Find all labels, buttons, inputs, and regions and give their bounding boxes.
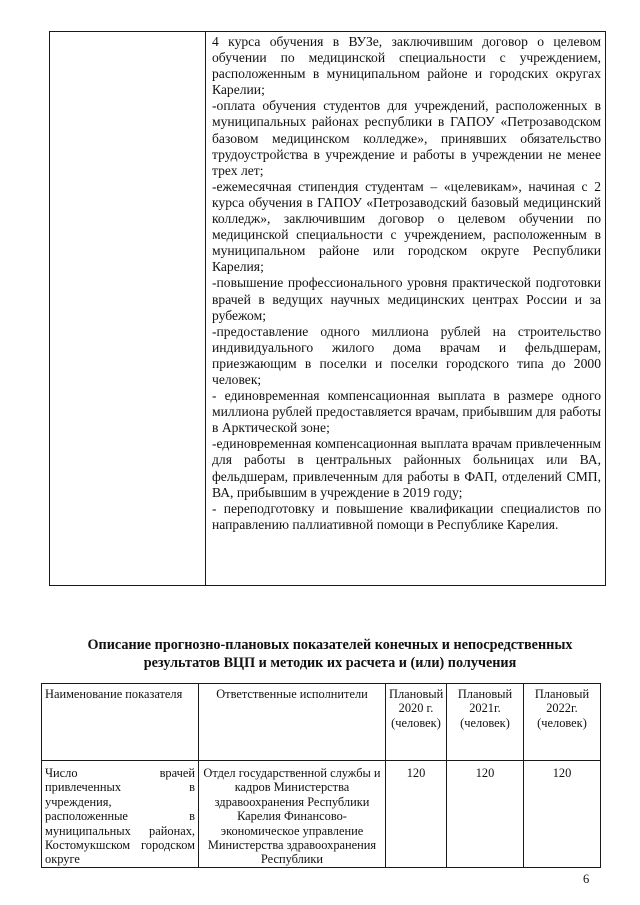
measure-paragraph: -оплата обучения студентов для учреждений, расположенных в муниципальных районах республики в ГАПОУ «Петрозаводском базовом медицинском колледже», принявших обязательство трудоустройства в учреждение и работы в учреждении не менее трех лет; (212, 98, 601, 178)
section-heading: Описание прогнозно-плановых показателей конечных и непосредственных результатов ВЦП и методик их расчета и (или) получения (87, 637, 573, 671)
measure-paragraph: -предоставление одного миллиона рублей на строительство индивидуального жилого дома врачам и фельдшерам, приезжающим в поселки и поселки городского типа до 2000 человек; (212, 323, 601, 387)
measure-paragraph: -единовременная компенсационная выплата врачам привлеченным для работы в центральных районных больницах или ВА, фельдшерам, привлеченным для работы в ФАП, отделений СМП, ВА, прибывшим в учреждение в 2019 году; (212, 436, 601, 500)
measure-paragraph: -повышение профессионального уровня практической подготовки врачей в ведущих научных медицинских центрах России и за рубежом; (212, 275, 601, 323)
measure-paragraph: - переподготовку и повышение квалификации специалистов по направлению паллиативной помощи в Республике Карелия. (212, 500, 601, 532)
plan-2022-cell: 120 (524, 761, 601, 868)
header-responsible: Ответственные исполнители (199, 684, 386, 761)
plan-2020-cell: 120 (386, 761, 447, 868)
measure-paragraph: - единовременная компенсационная выплата в размере одного миллиона рублей предоставляется врачам, прибывшим для работы в Арктической зоне; (212, 388, 601, 436)
continuation-row (50, 32, 606, 586)
responsible-cell: Отдел государственной службы и кадров Министерства здравоохранения Республики Карелия Финансово-экономическое управление Министерства здравоохранения Республики (199, 761, 386, 868)
table-header-row (42, 684, 601, 761)
page-number: 6 (583, 872, 590, 886)
indicators-table (41, 683, 601, 868)
plan-2021-cell: 120 (447, 761, 524, 868)
measure-paragraph: -ежемесячная стипендия студентам – «целевикам», начиная с 2 курса обучения в ГАПОУ «Петрозаводский базовый медицинский колледж», заключившим договор о целевом обучении по медицинской специальности с учреждением, расположенным в муниципальном районе или городском округе Республики Карелия; (212, 178, 601, 275)
indicator-name-cell: Число врачей привлеченных в учреждения, расположенные в муниципальных районах, Костомукшском городском округе (42, 761, 199, 868)
header-plan-2022: Плановый 2022г. (человек) (524, 684, 601, 761)
header-plan-2021: Плановый 2021г. (человек) (447, 684, 524, 761)
measure-paragraph: 4 курса обучения в ВУЗе, заключившим договор о целевом обучении по медицинской специальности с учреждением, расположенным в муниципальном районе и городских округах Карелии; (212, 34, 601, 98)
continuation-table (49, 31, 606, 586)
table-row (42, 761, 601, 868)
header-indicator-name: Наименование показателя (42, 684, 199, 761)
continuation-empty-cell (50, 32, 206, 586)
header-plan-2020: Плановый 2020 г. (человек) (386, 684, 447, 761)
continuation-text-cell (206, 32, 606, 586)
